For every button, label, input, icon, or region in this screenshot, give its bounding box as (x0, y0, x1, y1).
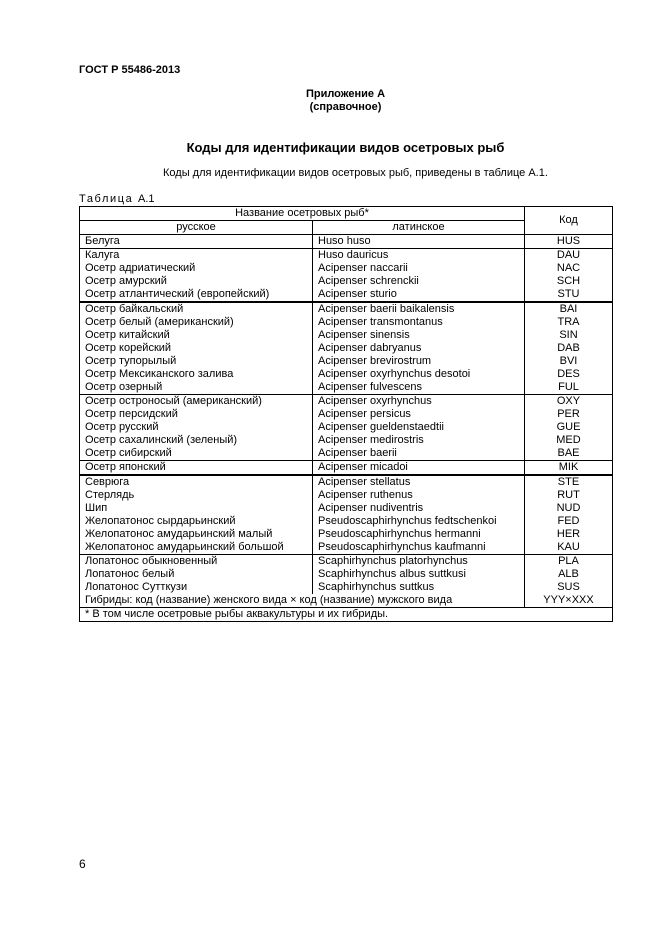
section-intro: Коды для идентификации видов осетровых рыб, приведены в таблице А.1. (163, 167, 548, 179)
cell-latin-name: Pseudoscaphirhynchus hermanni (313, 528, 525, 541)
document-code: ГОСТ Р 55486-2013 (79, 64, 181, 76)
table-row (80, 447, 613, 461)
cell-code: TRA (557, 316, 580, 328)
header-russian: русское (80, 221, 313, 235)
cell-latin-name: Scaphirhynchus suttkus (313, 581, 525, 594)
cell-russian-name: Калуга (80, 249, 313, 263)
cell-latin-name: Acipenser naccarii (313, 262, 525, 275)
table-row (80, 555, 613, 569)
annex-title: Приложение А (305, 88, 386, 100)
annex-heading (0, 88, 661, 114)
cell-latin-name: Acipenser persicus (313, 408, 525, 421)
cell-latin-name: Acipenser micadoi (313, 461, 525, 476)
cell-code: BAI (525, 302, 613, 316)
section-title: Коды для идентификации видов осетровых рыб (186, 140, 505, 155)
header-code: Код (525, 207, 613, 235)
table-body (80, 235, 613, 622)
table-row (80, 355, 613, 368)
table-footnote-row (80, 608, 613, 622)
species-codes-table (79, 206, 613, 622)
cell-russian-name: Осетр русский (80, 421, 313, 434)
cell-russian-name: Желопатонос амударьинский малый (80, 528, 313, 541)
table-label-word: Таблица (79, 193, 134, 205)
cell-latin-name: Acipenser sinensis (313, 329, 525, 342)
cell-russian-name: Осетр корейский (80, 342, 313, 355)
cell-russian-name: Осетр атлантический (европейский) (80, 288, 313, 302)
table-row (80, 316, 613, 329)
table-row (80, 475, 613, 489)
cell-russian-name: Осетр остроносый (американский) (80, 395, 313, 409)
cell-russian-name: Лопатонос обыкновенный (80, 555, 313, 569)
table-row (80, 302, 613, 316)
cell-latin-name: Huso dauricus (313, 249, 525, 263)
cell-code: DAB (557, 342, 580, 354)
table-row (80, 502, 613, 515)
cell-latin-name: Pseudoscaphirhynchus fedtschenkoi (313, 515, 525, 528)
cell-russian-name: Лопатонос Сутткузи (80, 581, 313, 594)
cell-code: BVI (559, 355, 578, 367)
cell-latin-name: Acipenser sturio (313, 288, 525, 302)
header-latin: латинское (313, 221, 525, 235)
cell-latin-name: Scaphirhynchus albus suttkusi (313, 568, 525, 581)
cell-latin-name: Acipenser oxyrhynchus (313, 395, 525, 409)
cell-code: RUT (557, 489, 580, 501)
header-species-name: Название осетровых рыб* (80, 207, 525, 221)
cell-code: FUL (558, 381, 579, 393)
cell-latin-name: Acipenser dabryanus (313, 342, 525, 355)
cell-code: PER (557, 408, 580, 420)
cell-code: GUE (556, 421, 581, 433)
cell-code: HUS (525, 235, 613, 249)
cell-code: DAU (525, 249, 613, 263)
cell-latin-name: Acipenser medirostris (313, 434, 525, 447)
cell-code: STE (525, 475, 613, 489)
table-footnote: * В том числе осетровые рыбы аквакультуры и их гибриды. (80, 608, 613, 622)
cell-hybrid-text: Гибриды: код (название) женского вида × код (название) мужского вида (80, 594, 525, 608)
cell-hybrid-code: YYY×XXX (543, 594, 594, 606)
cell-russian-name: Стерлядь (80, 489, 313, 502)
cell-russian-name: Осетр белый (американский) (80, 316, 313, 329)
cell-code: NAC (556, 262, 581, 274)
cell-latin-name: Acipenser gueldenstaedtii (313, 421, 525, 434)
cell-russian-name: Осетр китайский (80, 329, 313, 342)
cell-latin-name: Acipenser schrenckii (313, 275, 525, 288)
cell-latin-name: Pseudoscaphirhynchus kaufmanni (313, 541, 525, 555)
cell-latin-name: Acipenser ruthenus (313, 489, 525, 502)
cell-code: DES (557, 368, 580, 380)
cell-code: BAE (557, 447, 580, 459)
cell-russian-name: Желопатонос сырдарьинский (80, 515, 313, 528)
cell-russian-name: Осетр озерный (80, 381, 313, 395)
table-row (80, 461, 613, 476)
cell-code: STU (557, 288, 580, 300)
cell-code: OXY (525, 395, 613, 409)
cell-code: FED (557, 515, 580, 527)
cell-latin-name: Acipenser baerii baikalensis (313, 302, 525, 316)
cell-russian-name: Осетр Мексиканского залива (80, 368, 313, 381)
table-row (80, 489, 613, 502)
cell-latin-name: Acipenser transmontanus (313, 316, 525, 329)
table-row (80, 395, 613, 409)
cell-russian-name: Осетр амурский (80, 275, 313, 288)
table-row (80, 421, 613, 434)
cell-code: PLA (525, 555, 613, 569)
cell-russian-name: Осетр тупорылый (80, 355, 313, 368)
table-label-number: А.1 (138, 193, 155, 205)
table-row (80, 381, 613, 395)
cell-latin-name: Acipenser brevirostrum (313, 355, 525, 368)
cell-code: ALB (558, 568, 579, 580)
table-row (80, 235, 613, 249)
cell-code: MED (556, 434, 581, 446)
cell-russian-name: Осетр японский (80, 461, 313, 476)
table-row-hybrid (80, 594, 613, 608)
cell-russian-name: Желопатонос амударьинский большой (80, 541, 313, 555)
cell-code: SIN (559, 329, 578, 341)
annex-subtitle: (справочное) (309, 101, 382, 113)
cell-latin-name: Acipenser oxyrhynchus desotoi (313, 368, 525, 381)
cell-latin-name: Acipenser fulvescens (313, 381, 525, 395)
table-row (80, 329, 613, 342)
page-number: 6 (79, 857, 86, 871)
cell-code: MIK (525, 461, 613, 476)
cell-code: SCH (556, 275, 581, 287)
table-row (80, 581, 613, 594)
table-row (80, 541, 613, 555)
cell-russian-name: Осетр адриатический (80, 262, 313, 275)
table-row (80, 249, 613, 263)
table-row (80, 434, 613, 447)
cell-russian-name: Севрюга (80, 475, 313, 489)
table-row (80, 568, 613, 581)
table-row (80, 368, 613, 381)
table-row (80, 515, 613, 528)
table-label (79, 193, 155, 205)
cell-russian-name: Осетр персидский (80, 408, 313, 421)
cell-code: SUS (557, 581, 580, 593)
table-row (80, 275, 613, 288)
cell-latin-name: Scaphirhynchus platorhynchus (313, 555, 525, 569)
cell-russian-name: Осетр сибирский (80, 447, 313, 461)
cell-russian-name: Белуга (80, 235, 313, 249)
cell-russian-name: Лопатонос белый (80, 568, 313, 581)
cell-latin-name: Acipenser baerii (313, 447, 525, 461)
cell-code: NUD (556, 502, 581, 514)
table-row (80, 528, 613, 541)
table-row (80, 342, 613, 355)
table-row (80, 288, 613, 302)
table-row (80, 408, 613, 421)
cell-russian-name: Осетр сахалинский (зеленый) (80, 434, 313, 447)
cell-latin-name: Acipenser stellatus (313, 475, 525, 489)
cell-code: HER (556, 528, 581, 540)
cell-latin-name: Acipenser nudiventris (313, 502, 525, 515)
cell-russian-name: Осетр байкальский (80, 302, 313, 316)
table-row (80, 262, 613, 275)
cell-latin-name: Huso huso (313, 235, 525, 249)
cell-russian-name: Шип (80, 502, 313, 515)
cell-code: KAU (557, 541, 580, 553)
